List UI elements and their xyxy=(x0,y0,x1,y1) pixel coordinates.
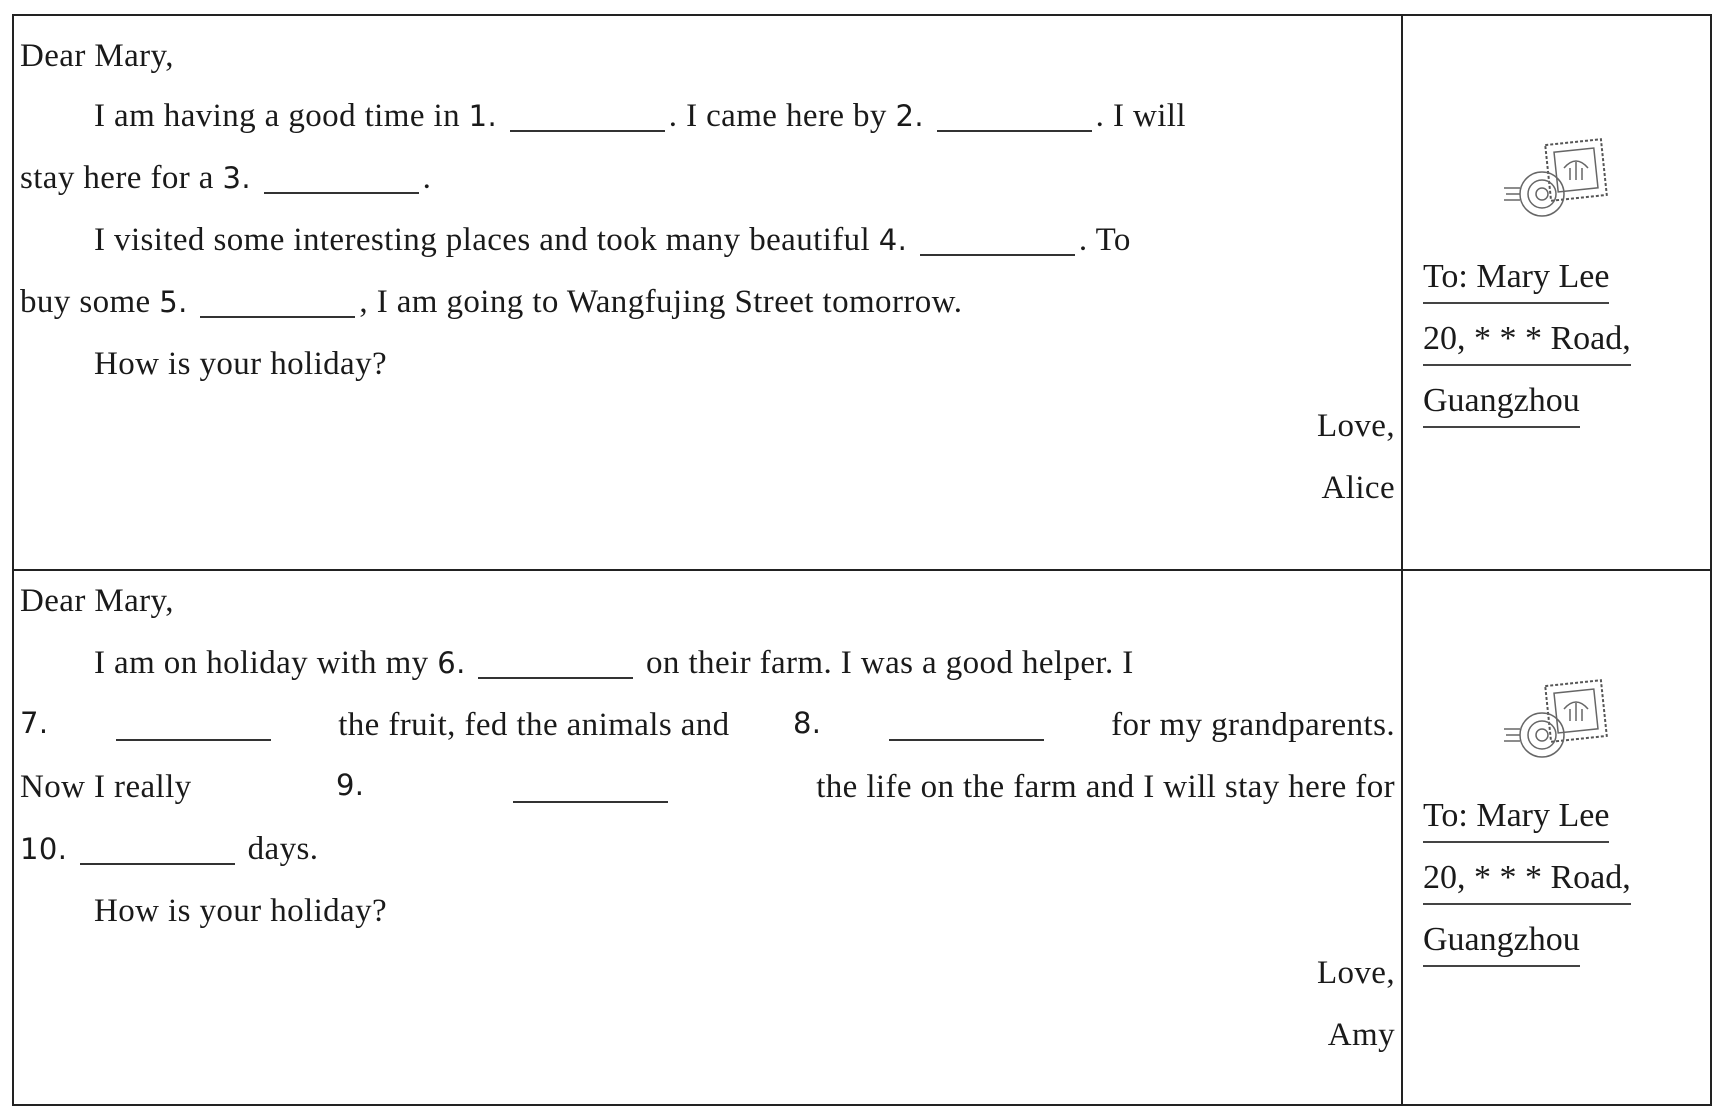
closing: Love, xyxy=(1316,955,1395,991)
address-panel xyxy=(1403,16,1710,569)
address-to: To: Mary Lee xyxy=(1423,799,1609,843)
question: How is your holiday? xyxy=(94,346,388,382)
answer-blank-8[interactable] xyxy=(889,709,1044,741)
paragraph-line: Now I really 9. the life on the farm and I will stay here for xyxy=(20,768,1395,805)
paragraph-line: 10. days. xyxy=(20,831,319,867)
answer-blank-1[interactable] xyxy=(510,100,665,132)
answer-blank-10[interactable] xyxy=(80,833,235,865)
blank-number: 2. xyxy=(895,99,924,133)
blank-number: 10. xyxy=(20,832,68,866)
question: How is your holiday? xyxy=(94,893,388,929)
paragraph-line: I visited some interesting places and took many beautiful 4. . To xyxy=(94,222,1131,258)
address-street: 20, * * * Road, xyxy=(1423,861,1631,905)
paragraph-line xyxy=(94,100,1395,133)
blank-number: 4. xyxy=(878,223,908,257)
blank-number: 7. xyxy=(20,706,49,740)
signature: Amy xyxy=(1327,1017,1395,1053)
paragraph-line: buy some 5. , I am going to Wangfujing Street tomorrow. xyxy=(20,284,963,320)
address-city: Guangzhou xyxy=(1423,384,1580,428)
address-panel xyxy=(1403,571,1710,1104)
postcard-alice xyxy=(14,16,1710,571)
answer-blank-6[interactable] xyxy=(478,647,633,679)
blank-number: 8. xyxy=(792,706,822,740)
letter-body xyxy=(14,571,1403,1104)
postmark-stamp-icon xyxy=(1502,138,1612,228)
blank-number: 5. xyxy=(159,285,188,319)
answer-blank-4[interactable] xyxy=(920,224,1075,256)
greeting: Dear Mary, xyxy=(20,583,174,619)
postcard-sheet xyxy=(12,14,1712,1106)
address-city: Guangzhou xyxy=(1423,923,1580,967)
answer-blank-3[interactable] xyxy=(264,162,419,194)
blank-number: 6. xyxy=(437,646,466,680)
closing: Love, xyxy=(1316,408,1395,444)
text: I am having a good time in 1. . I came here by 2. . I will xyxy=(94,98,1186,134)
answer-blank-2[interactable] xyxy=(937,100,1092,132)
answer-blank-7[interactable] xyxy=(116,709,271,741)
letter-body xyxy=(14,16,1403,569)
address-to: To: Mary Lee xyxy=(1423,260,1609,304)
paragraph-line: I am on holiday with my 6. on their farm. I was a good helper. I xyxy=(94,645,1134,681)
blank-number: 3. xyxy=(222,161,251,195)
paragraph-line: 7. the fruit, fed the animals and 8. for my grandparents. xyxy=(20,706,1395,743)
greeting: Dear Mary, xyxy=(20,38,174,74)
paragraph-line: stay here for a 3. . xyxy=(20,160,432,196)
address-street: 20, * * * Road, xyxy=(1423,322,1631,366)
answer-blank-5[interactable] xyxy=(200,286,355,318)
blank-number: 1. xyxy=(468,99,498,133)
postmark-stamp-icon xyxy=(1502,679,1612,769)
blank-number: 9. xyxy=(335,768,365,802)
postcard-amy xyxy=(14,571,1710,1104)
signature: Alice xyxy=(1321,470,1395,506)
answer-blank-9[interactable] xyxy=(513,771,668,803)
